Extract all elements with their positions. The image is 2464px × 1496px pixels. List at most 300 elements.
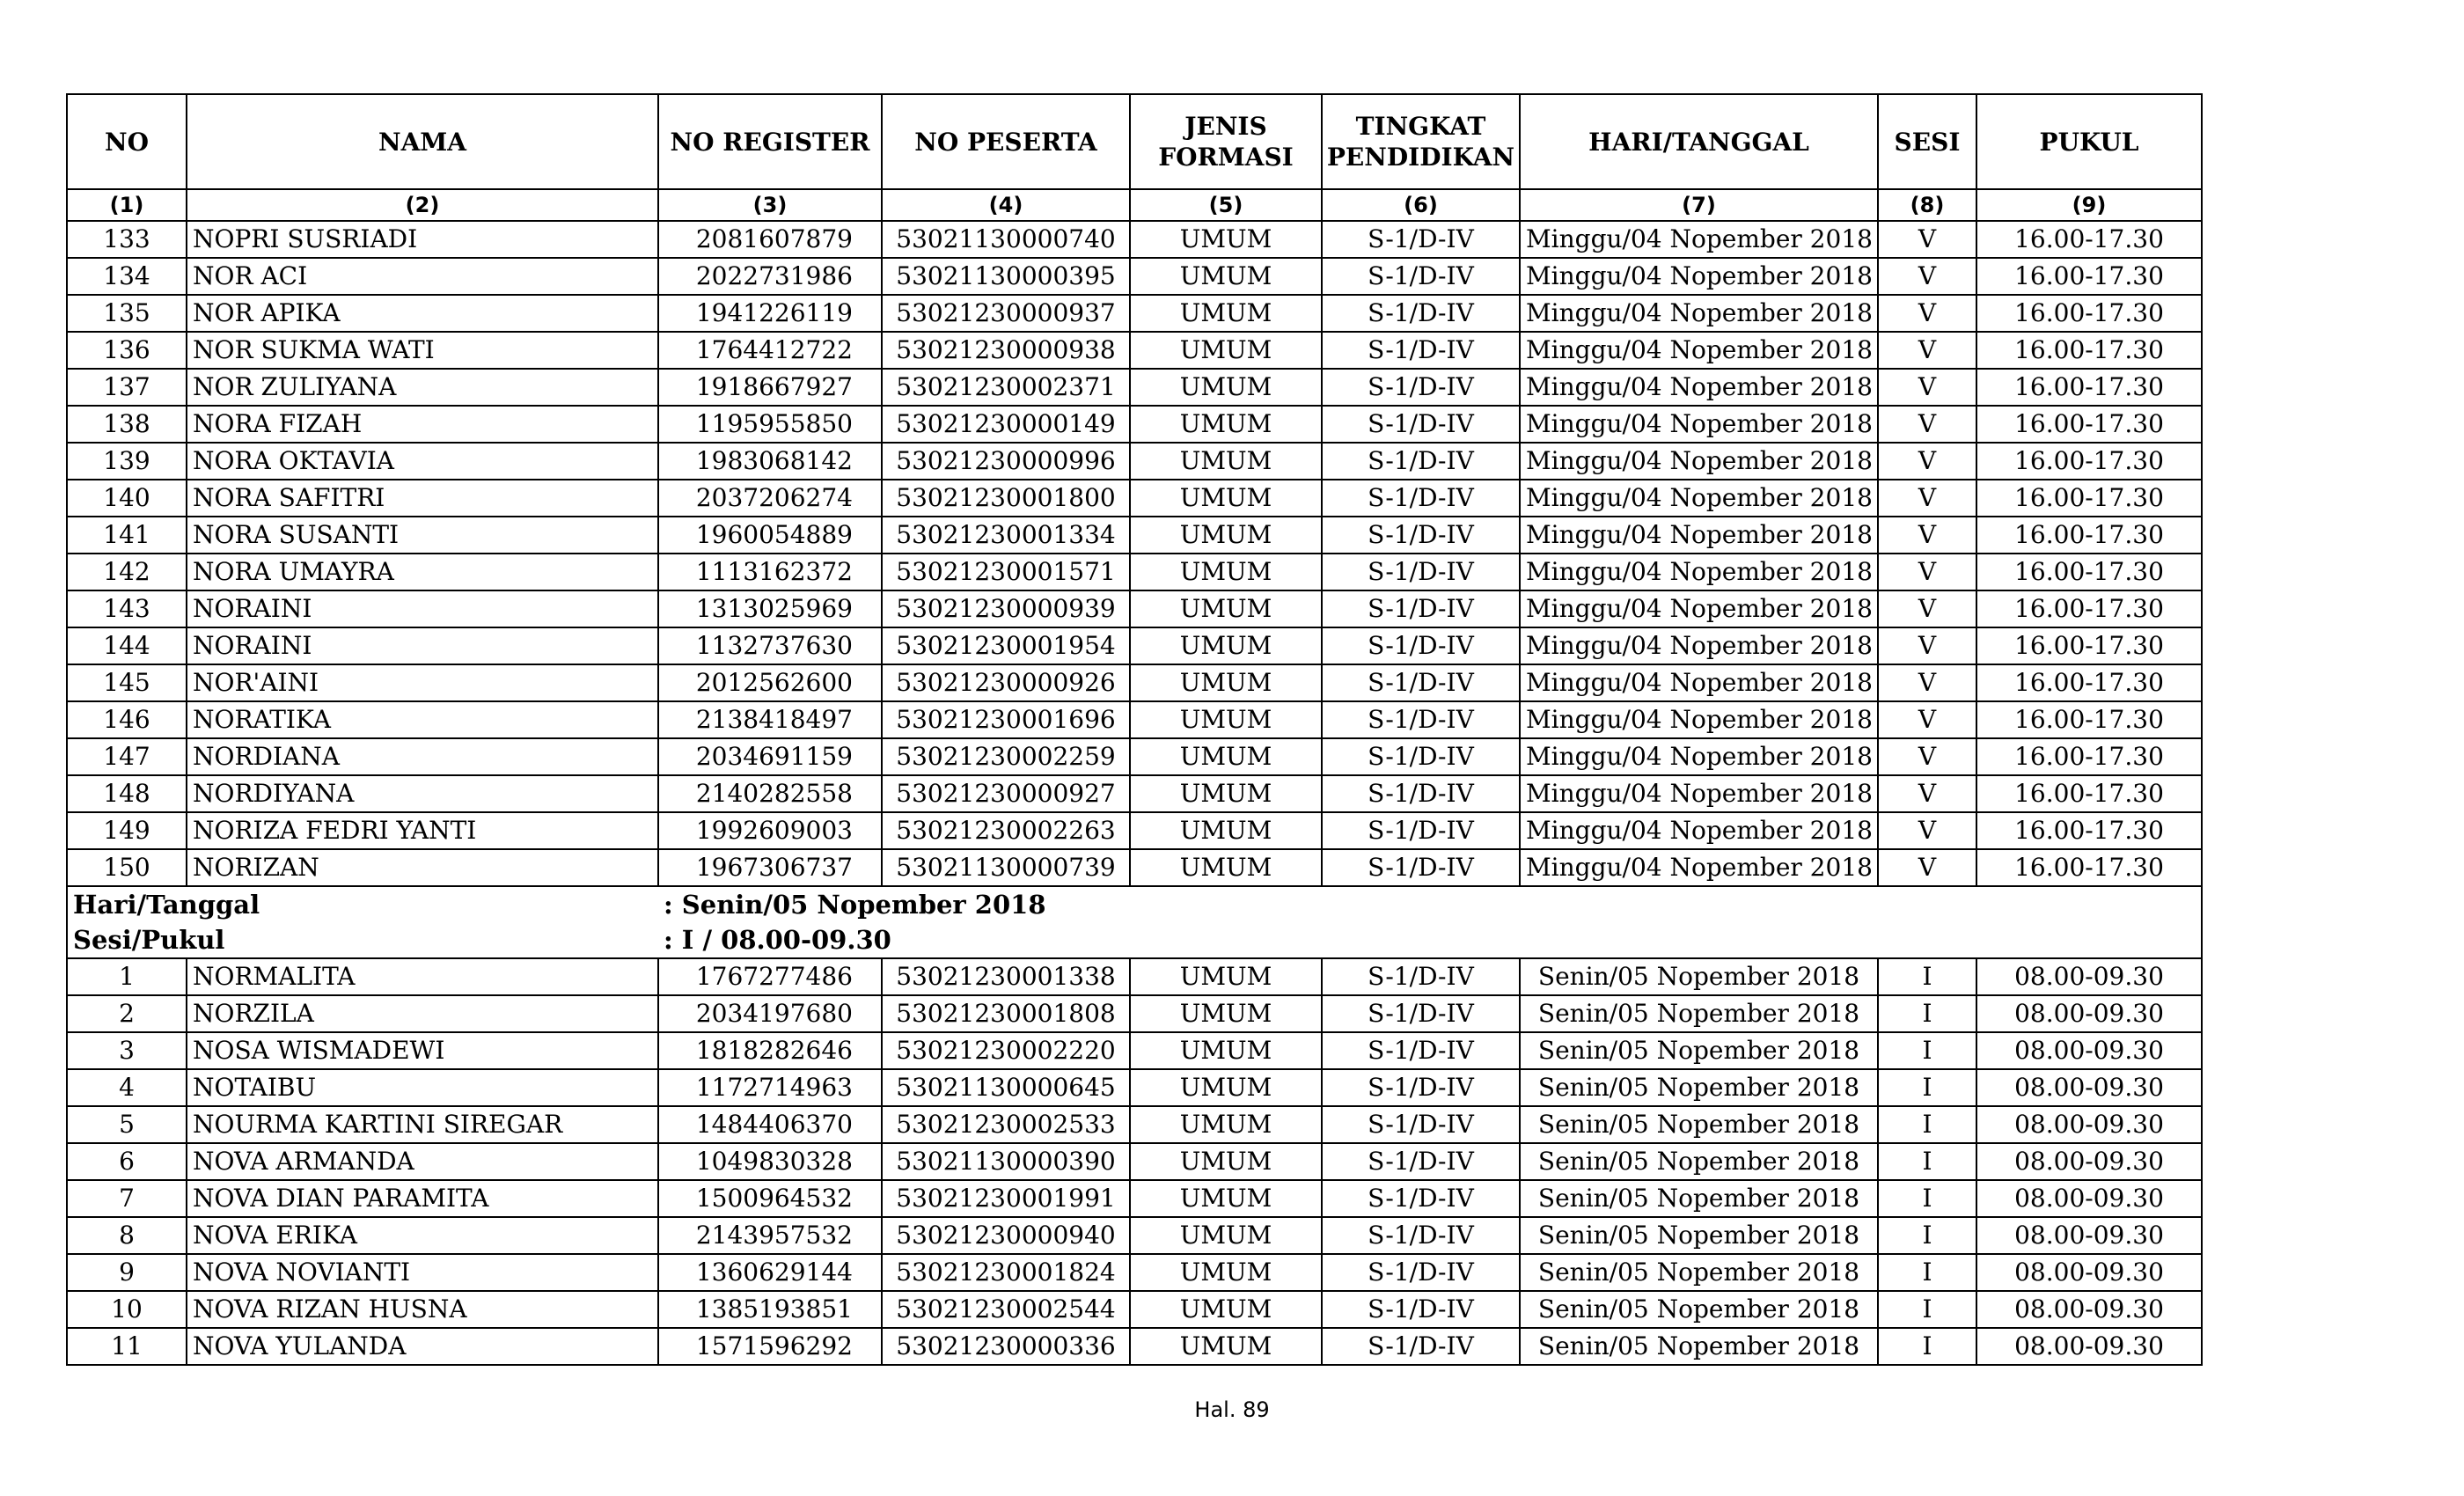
cell-tingkat-pendidikan: S-1/D-IV	[1322, 958, 1520, 995]
table-row	[67, 369, 2202, 406]
cell-no-register: 1113162372	[658, 554, 882, 590]
cell-no: 147	[67, 738, 187, 775]
cell-tingkat-pendidikan: S-1/D-IV	[1322, 480, 1520, 517]
cell-no: 11	[67, 1328, 187, 1365]
cell-tingkat-pendidikan: S-1/D-IV	[1322, 443, 1520, 480]
cell-no-peserta: 53021230001800	[882, 480, 1130, 517]
cell-hari-tanggal: Minggu/04 Nopember 2018	[1520, 775, 1878, 812]
cell-no: 5	[67, 1106, 187, 1143]
col-header-jenis-formasi: JENIS FORMASI	[1130, 94, 1322, 189]
cell-sesi: V	[1878, 295, 1976, 332]
cell-jenis-formasi: UMUM	[1130, 775, 1322, 812]
cell-sesi: V	[1878, 701, 1976, 738]
cell-hari-tanggal: Senin/05 Nopember 2018	[1520, 1254, 1878, 1291]
cell-tingkat-pendidikan: S-1/D-IV	[1322, 517, 1520, 554]
cell-nama: NORATIKA	[187, 701, 658, 738]
cell-tingkat-pendidikan: S-1/D-IV	[1322, 812, 1520, 849]
cell-no: 143	[67, 590, 187, 627]
cell-sesi: V	[1878, 517, 1976, 554]
cell-no-peserta: 53021130000740	[882, 221, 1130, 258]
cell-jenis-formasi: UMUM	[1130, 701, 1322, 738]
cell-tingkat-pendidikan: S-1/D-IV	[1322, 1032, 1520, 1069]
cell-no-register: 1571596292	[658, 1328, 882, 1365]
cell-no-register: 1818282646	[658, 1032, 882, 1069]
cell-hari-tanggal: Minggu/04 Nopember 2018	[1520, 369, 1878, 406]
cell-hari-tanggal: Senin/05 Nopember 2018	[1520, 995, 1878, 1032]
cell-tingkat-pendidikan: S-1/D-IV	[1322, 627, 1520, 664]
cell-no: 135	[67, 295, 187, 332]
cell-jenis-formasi: UMUM	[1130, 627, 1322, 664]
cell-nama: NORA UMAYRA	[187, 554, 658, 590]
cell-pukul: 16.00-17.30	[1976, 517, 2202, 554]
cell-nama: NOR'AINI	[187, 664, 658, 701]
cell-nama: NOVA ARMANDA	[187, 1143, 658, 1180]
cell-sesi: I	[1878, 1291, 1976, 1328]
table-row	[67, 664, 2202, 701]
cell-pukul: 16.00-17.30	[1976, 738, 2202, 775]
cell-no-register: 1992609003	[658, 812, 882, 849]
cell-pukul: 16.00-17.30	[1976, 443, 2202, 480]
cell-tingkat-pendidikan: S-1/D-IV	[1322, 369, 1520, 406]
cell-nama: NOPRI SUSRIADI	[187, 221, 658, 258]
cell-jenis-formasi: UMUM	[1130, 1032, 1322, 1069]
table-row	[67, 738, 2202, 775]
cell-nama: NOVA RIZAN HUSNA	[187, 1291, 658, 1328]
section-day-row	[67, 886, 2202, 922]
section-session-row	[67, 922, 2202, 958]
cell-jenis-formasi: UMUM	[1130, 1180, 1322, 1217]
cell-hari-tanggal: Minggu/04 Nopember 2018	[1520, 664, 1878, 701]
table-row	[67, 775, 2202, 812]
cell-no-register: 2143957532	[658, 1217, 882, 1254]
cell-nama: NORIZA FEDRI YANTI	[187, 812, 658, 849]
table-row	[67, 295, 2202, 332]
cell-sesi: I	[1878, 1106, 1976, 1143]
cell-sesi: V	[1878, 849, 1976, 886]
cell-no-register: 2022731986	[658, 258, 882, 295]
cell-nama: NOVA ERIKA	[187, 1217, 658, 1254]
cell-no-peserta: 53021230002263	[882, 812, 1130, 849]
cell-hari-tanggal: Minggu/04 Nopember 2018	[1520, 701, 1878, 738]
cell-pukul: 16.00-17.30	[1976, 480, 2202, 517]
cell-sesi: V	[1878, 369, 1976, 406]
cell-no-register: 1767277486	[658, 958, 882, 995]
cell-no-register: 1049830328	[658, 1143, 882, 1180]
table-row	[67, 221, 2202, 258]
cell-sesi: V	[1878, 443, 1976, 480]
cell-hari-tanggal: Minggu/04 Nopember 2018	[1520, 480, 1878, 517]
cell-pukul: 08.00-09.30	[1976, 995, 2202, 1032]
col-header-no: NO	[67, 94, 187, 189]
cell-jenis-formasi: UMUM	[1130, 517, 1322, 554]
cell-no-register: 1500964532	[658, 1180, 882, 1217]
cell-hari-tanggal: Senin/05 Nopember 2018	[1520, 1143, 1878, 1180]
cell-tingkat-pendidikan: S-1/D-IV	[1322, 332, 1520, 369]
cell-no-peserta: 53021230001338	[882, 958, 1130, 995]
section-session-value: : I / 08.00-09.30	[658, 922, 1976, 958]
cell-nama: NORA SUSANTI	[187, 517, 658, 554]
cell-nama: NOR SUKMA WATI	[187, 332, 658, 369]
cell-sesi: I	[1878, 1328, 1976, 1365]
cell-no: 142	[67, 554, 187, 590]
header-row	[67, 94, 2202, 189]
cell-no-peserta: 53021230000927	[882, 775, 1130, 812]
cell-pukul: 08.00-09.30	[1976, 1143, 2202, 1180]
cell-no-register: 2081607879	[658, 221, 882, 258]
cell-sesi: I	[1878, 995, 1976, 1032]
cell-sesi: I	[1878, 1069, 1976, 1106]
cell-sesi: V	[1878, 554, 1976, 590]
cell-nama: NOSA WISMADEWI	[187, 1032, 658, 1069]
cell-no: 148	[67, 775, 187, 812]
cell-pukul: 08.00-09.30	[1976, 1328, 2202, 1365]
table-row	[67, 1328, 2202, 1365]
col-number-pukul: (9)	[1976, 189, 2202, 221]
cell-pukul: 08.00-09.30	[1976, 1254, 2202, 1291]
table-row	[67, 258, 2202, 295]
cell-no-register: 1172714963	[658, 1069, 882, 1106]
cell-jenis-formasi: UMUM	[1130, 295, 1322, 332]
table-row	[67, 995, 2202, 1032]
cell-no: 140	[67, 480, 187, 517]
cell-jenis-formasi: UMUM	[1130, 812, 1322, 849]
cell-pukul: 16.00-17.30	[1976, 295, 2202, 332]
cell-tingkat-pendidikan: S-1/D-IV	[1322, 554, 1520, 590]
cell-hari-tanggal: Minggu/04 Nopember 2018	[1520, 849, 1878, 886]
cell-no-peserta: 53021230002259	[882, 738, 1130, 775]
cell-hari-tanggal: Senin/05 Nopember 2018	[1520, 1069, 1878, 1106]
cell-no-peserta: 53021230000937	[882, 295, 1130, 332]
cell-sesi: V	[1878, 738, 1976, 775]
cell-pukul: 16.00-17.30	[1976, 775, 2202, 812]
page-number: Hal. 89	[1194, 1397, 1270, 1422]
cell-sesi: I	[1878, 1217, 1976, 1254]
cell-tingkat-pendidikan: S-1/D-IV	[1322, 1180, 1520, 1217]
cell-jenis-formasi: UMUM	[1130, 554, 1322, 590]
section-day-label: Hari/Tanggal	[67, 886, 658, 922]
cell-no-peserta: 53021230000939	[882, 590, 1130, 627]
cell-tingkat-pendidikan: S-1/D-IV	[1322, 221, 1520, 258]
col-number-no-peserta: (4)	[882, 189, 1130, 221]
cell-jenis-formasi: UMUM	[1130, 1069, 1322, 1106]
cell-jenis-formasi: UMUM	[1130, 995, 1322, 1032]
cell-hari-tanggal: Minggu/04 Nopember 2018	[1520, 332, 1878, 369]
cell-pukul: 16.00-17.30	[1976, 812, 2202, 849]
cell-nama: NORIZAN	[187, 849, 658, 886]
table-row	[67, 1180, 2202, 1217]
cell-no-peserta: 53021230001808	[882, 995, 1130, 1032]
cell-nama: NORMALITA	[187, 958, 658, 995]
cell-no-peserta: 53021230001954	[882, 627, 1130, 664]
col-header-sesi: SESI	[1878, 94, 1976, 189]
cell-no: 9	[67, 1254, 187, 1291]
table-row	[67, 1291, 2202, 1328]
cell-no: 6	[67, 1143, 187, 1180]
cell-tingkat-pendidikan: S-1/D-IV	[1322, 1291, 1520, 1328]
cell-jenis-formasi: UMUM	[1130, 958, 1322, 995]
cell-sesi: V	[1878, 258, 1976, 295]
table-row	[67, 627, 2202, 664]
cell-hari-tanggal: Minggu/04 Nopember 2018	[1520, 812, 1878, 849]
cell-hari-tanggal: Minggu/04 Nopember 2018	[1520, 554, 1878, 590]
cell-tingkat-pendidikan: S-1/D-IV	[1322, 775, 1520, 812]
cell-no-peserta: 53021230001334	[882, 517, 1130, 554]
cell-jenis-formasi: UMUM	[1130, 1106, 1322, 1143]
cell-no-peserta: 53021230001991	[882, 1180, 1130, 1217]
cell-jenis-formasi: UMUM	[1130, 480, 1322, 517]
cell-no-peserta: 53021230002220	[882, 1032, 1130, 1069]
cell-pukul: 16.00-17.30	[1976, 664, 2202, 701]
cell-no-register: 2012562600	[658, 664, 882, 701]
cell-sesi: I	[1878, 958, 1976, 995]
cell-hari-tanggal: Senin/05 Nopember 2018	[1520, 1291, 1878, 1328]
cell-hari-tanggal: Senin/05 Nopember 2018	[1520, 958, 1878, 995]
table-row	[67, 332, 2202, 369]
table-row	[67, 701, 2202, 738]
cell-sesi: I	[1878, 1032, 1976, 1069]
cell-no: 1	[67, 958, 187, 995]
cell-nama: NORA SAFITRI	[187, 480, 658, 517]
col-header-tingkat-pendidikan: TINGKAT PENDIDIKAN	[1322, 94, 1520, 189]
cell-no-peserta: 53021230001696	[882, 701, 1130, 738]
cell-pukul: 16.00-17.30	[1976, 701, 2202, 738]
table-row	[67, 1254, 2202, 1291]
cell-sesi: V	[1878, 332, 1976, 369]
cell-no: 4	[67, 1069, 187, 1106]
cell-pukul: 08.00-09.30	[1976, 1291, 2202, 1328]
cell-no: 150	[67, 849, 187, 886]
col-number-nama: (2)	[187, 189, 658, 221]
cell-pukul: 16.00-17.30	[1976, 849, 2202, 886]
cell-no: 134	[67, 258, 187, 295]
cell-nama: NORDIANA	[187, 738, 658, 775]
cell-no-register: 1132737630	[658, 627, 882, 664]
cell-tingkat-pendidikan: S-1/D-IV	[1322, 258, 1520, 295]
cell-jenis-formasi: UMUM	[1130, 369, 1322, 406]
cell-nama: NOR ZULIYANA	[187, 369, 658, 406]
cell-tingkat-pendidikan: S-1/D-IV	[1322, 1328, 1520, 1365]
cell-sesi: V	[1878, 480, 1976, 517]
cell-tingkat-pendidikan: S-1/D-IV	[1322, 1106, 1520, 1143]
cell-nama: NORA FIZAH	[187, 406, 658, 443]
cell-no-peserta: 53021130000395	[882, 258, 1130, 295]
cell-tingkat-pendidikan: S-1/D-IV	[1322, 1069, 1520, 1106]
table-row	[67, 812, 2202, 849]
cell-no-register: 2034691159	[658, 738, 882, 775]
cell-pukul: 16.00-17.30	[1976, 406, 2202, 443]
cell-no-register: 1484406370	[658, 1106, 882, 1143]
cell-no: 144	[67, 627, 187, 664]
cell-no-register: 1983068142	[658, 443, 882, 480]
cell-no-register: 1918667927	[658, 369, 882, 406]
cell-no-register: 1360629144	[658, 1254, 882, 1291]
cell-nama: NOTAIBU	[187, 1069, 658, 1106]
cell-hari-tanggal: Minggu/04 Nopember 2018	[1520, 406, 1878, 443]
cell-no-peserta: 53021230001571	[882, 554, 1130, 590]
section-spacer	[1976, 922, 2202, 958]
cell-jenis-formasi: UMUM	[1130, 1143, 1322, 1180]
section-spacer	[1976, 886, 2202, 922]
table-row	[67, 554, 2202, 590]
cell-no-peserta: 53021230000336	[882, 1328, 1130, 1365]
cell-pukul: 16.00-17.30	[1976, 369, 2202, 406]
cell-jenis-formasi: UMUM	[1130, 332, 1322, 369]
cell-no: 149	[67, 812, 187, 849]
cell-jenis-formasi: UMUM	[1130, 406, 1322, 443]
cell-no-peserta: 53021230000940	[882, 1217, 1130, 1254]
cell-no: 139	[67, 443, 187, 480]
cell-hari-tanggal: Senin/05 Nopember 2018	[1520, 1106, 1878, 1143]
cell-jenis-formasi: UMUM	[1130, 221, 1322, 258]
cell-tingkat-pendidikan: S-1/D-IV	[1322, 738, 1520, 775]
cell-pukul: 16.00-17.30	[1976, 554, 2202, 590]
cell-no: 136	[67, 332, 187, 369]
col-number-tingkat-pendidikan: (6)	[1322, 189, 1520, 221]
cell-nama: NORDIYANA	[187, 775, 658, 812]
cell-jenis-formasi: UMUM	[1130, 443, 1322, 480]
cell-tingkat-pendidikan: S-1/D-IV	[1322, 1254, 1520, 1291]
col-header-nama: NAMA	[187, 94, 658, 189]
cell-no: 8	[67, 1217, 187, 1254]
cell-nama: NOVA YULANDA	[187, 1328, 658, 1365]
table-row	[67, 443, 2202, 480]
cell-hari-tanggal: Senin/05 Nopember 2018	[1520, 1032, 1878, 1069]
col-number-no: (1)	[67, 189, 187, 221]
table-row	[67, 1069, 2202, 1106]
cell-pukul: 08.00-09.30	[1976, 1069, 2202, 1106]
cell-jenis-formasi: UMUM	[1130, 1217, 1322, 1254]
cell-no: 141	[67, 517, 187, 554]
cell-jenis-formasi: UMUM	[1130, 1291, 1322, 1328]
cell-hari-tanggal: Minggu/04 Nopember 2018	[1520, 443, 1878, 480]
cell-nama: NORA OKTAVIA	[187, 443, 658, 480]
cell-no-peserta: 53021130000739	[882, 849, 1130, 886]
table-row	[67, 1106, 2202, 1143]
cell-hari-tanggal: Minggu/04 Nopember 2018	[1520, 295, 1878, 332]
cell-nama: NORAINI	[187, 590, 658, 627]
col-header-no-register: NO REGISTER	[658, 94, 882, 189]
cell-no-register: 1385193851	[658, 1291, 882, 1328]
col-number-no-register: (3)	[658, 189, 882, 221]
cell-hari-tanggal: Senin/05 Nopember 2018	[1520, 1180, 1878, 1217]
table-row	[67, 590, 2202, 627]
col-header-pukul: PUKUL	[1976, 94, 2202, 189]
cell-no-register: 1967306737	[658, 849, 882, 886]
section-day-value: : Senin/05 Nopember 2018	[658, 886, 1976, 922]
cell-no: 146	[67, 701, 187, 738]
cell-no: 137	[67, 369, 187, 406]
cell-sesi: V	[1878, 775, 1976, 812]
cell-no-register: 2140282558	[658, 775, 882, 812]
col-header-hari-tanggal: HARI/TANGGAL	[1520, 94, 1878, 189]
col-header-no-peserta: NO PESERTA	[882, 94, 1130, 189]
cell-no-peserta: 53021230000938	[882, 332, 1130, 369]
cell-no: 133	[67, 221, 187, 258]
cell-no-peserta: 53021230002544	[882, 1291, 1130, 1328]
cell-pukul: 08.00-09.30	[1976, 1180, 2202, 1217]
cell-tingkat-pendidikan: S-1/D-IV	[1322, 295, 1520, 332]
table-row	[67, 480, 2202, 517]
cell-jenis-formasi: UMUM	[1130, 1254, 1322, 1291]
cell-jenis-formasi: UMUM	[1130, 664, 1322, 701]
table-row	[67, 958, 2202, 995]
cell-sesi: V	[1878, 664, 1976, 701]
cell-sesi: V	[1878, 221, 1976, 258]
col-number-hari-tanggal: (7)	[1520, 189, 1878, 221]
cell-pukul: 16.00-17.30	[1976, 627, 2202, 664]
cell-no-peserta: 53021230000149	[882, 406, 1130, 443]
table-row	[67, 406, 2202, 443]
cell-no-register: 1764412722	[658, 332, 882, 369]
cell-nama: NOURMA KARTINI SIREGAR	[187, 1106, 658, 1143]
cell-tingkat-pendidikan: S-1/D-IV	[1322, 590, 1520, 627]
cell-no-register: 2138418497	[658, 701, 882, 738]
cell-no: 10	[67, 1291, 187, 1328]
cell-tingkat-pendidikan: S-1/D-IV	[1322, 1143, 1520, 1180]
cell-sesi: V	[1878, 627, 1976, 664]
cell-nama: NORAINI	[187, 627, 658, 664]
cell-no: 145	[67, 664, 187, 701]
cell-nama: NORZILA	[187, 995, 658, 1032]
cell-no-peserta: 53021230002533	[882, 1106, 1130, 1143]
cell-nama: NOR ACI	[187, 258, 658, 295]
cell-no: 3	[67, 1032, 187, 1069]
cell-sesi: I	[1878, 1180, 1976, 1217]
cell-nama: NOVA NOVIANTI	[187, 1254, 658, 1291]
cell-no-register: 2037206274	[658, 480, 882, 517]
cell-hari-tanggal: Minggu/04 Nopember 2018	[1520, 590, 1878, 627]
cell-tingkat-pendidikan: S-1/D-IV	[1322, 1217, 1520, 1254]
cell-jenis-formasi: UMUM	[1130, 590, 1322, 627]
cell-no: 7	[67, 1180, 187, 1217]
cell-tingkat-pendidikan: S-1/D-IV	[1322, 995, 1520, 1032]
cell-jenis-formasi: UMUM	[1130, 849, 1322, 886]
cell-pukul: 08.00-09.30	[1976, 1106, 2202, 1143]
cell-no-peserta: 53021230000996	[882, 443, 1130, 480]
cell-pukul: 16.00-17.30	[1976, 590, 2202, 627]
cell-nama: NOR APIKA	[187, 295, 658, 332]
section-session-label: Sesi/Pukul	[67, 922, 658, 958]
cell-pukul: 08.00-09.30	[1976, 1032, 2202, 1069]
cell-no-register: 1195955850	[658, 406, 882, 443]
cell-tingkat-pendidikan: S-1/D-IV	[1322, 664, 1520, 701]
cell-no: 2	[67, 995, 187, 1032]
cell-sesi: I	[1878, 1254, 1976, 1291]
cell-tingkat-pendidikan: S-1/D-IV	[1322, 849, 1520, 886]
table-row	[67, 849, 2202, 886]
cell-hari-tanggal: Minggu/04 Nopember 2018	[1520, 221, 1878, 258]
cell-no-peserta: 53021230002371	[882, 369, 1130, 406]
cell-sesi: I	[1878, 1143, 1976, 1180]
cell-no-register: 1313025969	[658, 590, 882, 627]
cell-pukul: 08.00-09.30	[1976, 958, 2202, 995]
cell-hari-tanggal: Minggu/04 Nopember 2018	[1520, 738, 1878, 775]
cell-hari-tanggal: Minggu/04 Nopember 2018	[1520, 517, 1878, 554]
cell-tingkat-pendidikan: S-1/D-IV	[1322, 406, 1520, 443]
cell-sesi: V	[1878, 812, 1976, 849]
cell-no-peserta: 53021230001824	[882, 1254, 1130, 1291]
cell-no-register: 1941226119	[658, 295, 882, 332]
cell-pukul: 16.00-17.30	[1976, 258, 2202, 295]
table-row	[67, 517, 2202, 554]
column-number-row	[67, 189, 2202, 221]
cell-hari-tanggal: Senin/05 Nopember 2018	[1520, 1217, 1878, 1254]
cell-no-register: 1960054889	[658, 517, 882, 554]
cell-jenis-formasi: UMUM	[1130, 258, 1322, 295]
table-row	[67, 1217, 2202, 1254]
schedule-table	[66, 93, 2203, 1366]
cell-no-peserta: 53021130000645	[882, 1069, 1130, 1106]
